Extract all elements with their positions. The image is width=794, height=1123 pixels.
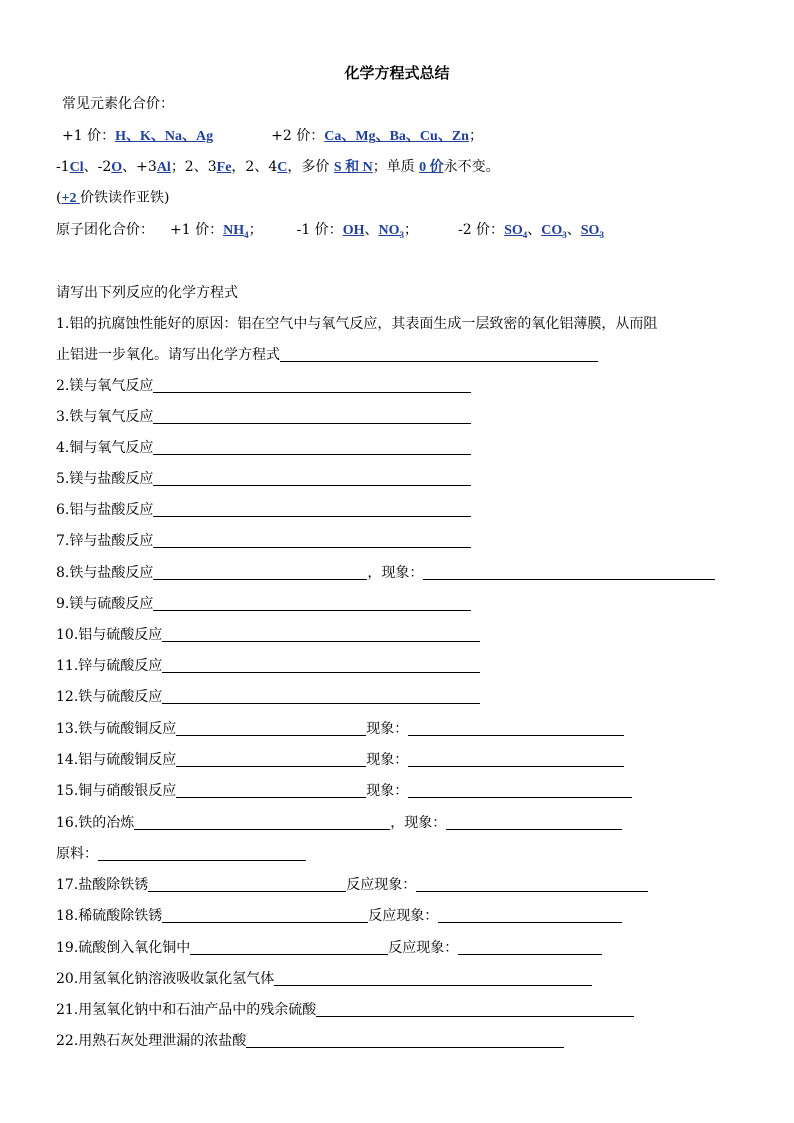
question-8 <box>56 563 715 583</box>
question-text: 13.铁与硫酸铜反应 <box>56 721 177 737</box>
question-text: 4.铜与氧气反应 <box>56 440 154 456</box>
question-text: 18.稀硫酸除铁锈 <box>56 908 163 924</box>
answer-blank[interactable] <box>148 877 346 892</box>
elem-c: C <box>277 160 288 175</box>
phenomenon-label: 反应现象： <box>368 908 439 924</box>
elem-fe: Fe <box>216 160 232 175</box>
phenomenon-label: 现象： <box>366 783 409 799</box>
question-text: 11.锌与硫酸反应 <box>56 658 163 674</box>
question-text: 22.用熟石灰处理泄漏的浓盐酸 <box>56 1033 247 1049</box>
plus2-elem-ba: Ba <box>389 129 406 144</box>
question-20 <box>56 969 592 989</box>
radical-so3: $SO_3$ <box>580 223 604 240</box>
text-segment: ，多价 <box>287 159 334 175</box>
answer-blank[interactable] <box>153 565 367 580</box>
text-segment: -1 <box>56 159 70 175</box>
radical-minus1-label: -1 价： <box>296 222 343 238</box>
radical-valence-line: 原子团化合价： +1 价：$NH_4$； -1 价：OH、$NO_3$； -2 价：$SO_4$、$CO_3$、$SO_3$ <box>56 222 604 240</box>
valence-heading: 常见元素化合价： <box>62 96 174 112</box>
radical-minus2-label: -2 价： <box>457 222 505 238</box>
plus1-elem-k: K <box>139 129 151 144</box>
answer-blank[interactable] <box>153 502 471 517</box>
question-16 <box>56 813 622 833</box>
answer-blank[interactable] <box>176 783 366 798</box>
plus1-elem-na: Na <box>164 129 182 144</box>
question-text: 20.用氢氧化钠溶液吸收氯化氢气体 <box>56 971 275 987</box>
radical-co3: $CO_3$ <box>541 223 567 240</box>
answer-blank[interactable] <box>176 752 366 767</box>
question-5 <box>56 469 471 489</box>
radical-so4: $SO_4$ <box>504 223 528 240</box>
radical-oh: OH <box>342 223 365 238</box>
text-segment: 、-2 <box>83 159 112 175</box>
phenomenon-label: 反应现象： <box>388 940 459 956</box>
plus2-elem-mg: Mg <box>355 129 376 144</box>
question-19 <box>56 938 602 958</box>
plus1-elem-h: H <box>115 129 126 144</box>
q1-line1: 1.铝的抗腐蚀性能好的原因：铝在空气中与氧气反应，其表面生成一层致密的氧化铝薄膜，从而阻 <box>56 316 658 332</box>
question-13 <box>56 719 624 739</box>
plus1-elem-ag: Ag <box>196 129 214 144</box>
radical-no3: $NO_3$ <box>378 223 404 240</box>
phenomenon-blank[interactable] <box>458 940 602 955</box>
radical-plus1-label: +1 价： <box>170 222 224 238</box>
answer-blank[interactable] <box>162 627 480 642</box>
phenomenon-blank[interactable] <box>408 752 624 767</box>
answer-blank[interactable] <box>190 940 388 955</box>
question-text: 9.镁与硫酸反应 <box>56 596 154 612</box>
phenomenon-blank[interactable] <box>416 877 648 892</box>
answer-blank[interactable] <box>153 471 471 486</box>
question-3 <box>56 407 471 427</box>
question-18 <box>56 906 622 926</box>
elem-o: O <box>111 160 123 175</box>
question-2 <box>56 376 471 396</box>
answer-blank[interactable] <box>153 533 471 548</box>
question-text: 止铝进一步氧化。请写出化学方程式 <box>56 347 280 363</box>
raw-materials-line <box>56 844 306 864</box>
answer-blank[interactable] <box>153 440 471 455</box>
question-text: 7.锌与盐酸反应 <box>56 533 154 549</box>
question-text: 10.铝与硫酸反应 <box>56 627 163 643</box>
radical-label: 原子团化合价： <box>56 222 154 238</box>
question-text: 8.铁与盐酸反应 <box>56 565 154 581</box>
elem-al: Al <box>156 160 171 175</box>
question-text: 12.铁与硫酸反应 <box>56 689 163 705</box>
question-text: 2.镁与氧气反应 <box>56 378 154 394</box>
answer-blank[interactable] <box>98 846 306 861</box>
question-text: 21.用氢氧化钠中和石油产品中的残余硫酸 <box>56 1002 317 1018</box>
question-11 <box>56 656 480 676</box>
text-segment: 永不变。 <box>443 159 500 175</box>
question-22 <box>56 1031 564 1051</box>
phenomenon-blank[interactable] <box>408 721 624 736</box>
phenomenon-label: 反应现象： <box>346 877 417 893</box>
question-text: 5.镁与盐酸反应 <box>56 471 154 487</box>
question-15 <box>56 781 632 801</box>
question-4 <box>56 438 471 458</box>
question-10 <box>56 625 480 645</box>
question-17 <box>56 875 648 895</box>
phenomenon-blank[interactable] <box>446 815 622 830</box>
text-segment: ( <box>56 190 62 206</box>
text-segment: 、+3 <box>122 159 157 175</box>
question-14 <box>56 750 624 770</box>
answer-blank[interactable] <box>153 378 471 393</box>
answer-blank[interactable] <box>274 971 592 986</box>
phenomenon-blank[interactable] <box>423 565 715 580</box>
question-text: 原料： <box>56 846 98 862</box>
question-text: 17.盐酸除铁锈 <box>56 877 149 893</box>
phenomenon-label: ，现象： <box>367 565 424 581</box>
answer-blank[interactable] <box>162 658 480 673</box>
answer-blank[interactable] <box>246 1033 564 1048</box>
valence-multi-line <box>56 157 500 178</box>
phenomenon-label: 现象： <box>366 721 409 737</box>
question-text: 3.铁与氧气反应 <box>56 409 154 425</box>
plus2-elem-zn: Zn <box>451 129 469 144</box>
text-segment: ；单质 <box>372 159 420 175</box>
text-segment: ；2、3 <box>170 159 217 175</box>
q1-line2 <box>56 345 598 365</box>
answer-blank[interactable] <box>316 1002 634 1017</box>
question-12 <box>56 687 480 707</box>
question-6 <box>56 500 471 520</box>
phenomenon-label: 现象： <box>366 752 409 768</box>
question-text: 14.铝与硫酸铜反应 <box>56 752 177 768</box>
page-title: 化学方程式总结 <box>344 64 450 82</box>
elem-s-and-n: S 和 N <box>333 160 373 175</box>
radical-nh4: $NH_4$ <box>223 223 249 240</box>
question-text: 15.铜与硝酸银反应 <box>56 783 177 799</box>
answer-blank[interactable] <box>280 347 598 362</box>
phenomenon-label: ，现象： <box>390 815 447 831</box>
answer-blank[interactable] <box>176 721 366 736</box>
text-segment: 价铁读作亚铁) <box>79 190 170 206</box>
elem-cl: Cl <box>69 160 84 175</box>
answer-blank[interactable] <box>153 409 471 424</box>
answer-blank[interactable] <box>162 908 368 923</box>
question-text: 6.铝与盐酸反应 <box>56 502 154 518</box>
phenomenon-blank[interactable] <box>408 783 632 798</box>
plus2-elem-cu: Cu <box>419 129 438 144</box>
answer-blank[interactable] <box>134 815 390 830</box>
ferrous-note <box>56 188 169 209</box>
zero-valence: 0 价 <box>419 160 444 175</box>
text-segment: ，2、4 <box>231 159 278 175</box>
valence-plus1-line: +1 价：H、K、Na、Ag +2 价：Ca、Mg、Ba、Cu、Zn； <box>62 128 483 144</box>
answer-blank[interactable] <box>162 689 480 704</box>
plus1-label: +1 价： <box>62 128 116 144</box>
question-text: 19.硫酸倒入氧化铜中 <box>56 940 191 956</box>
question-21 <box>56 1000 634 1020</box>
plus2-elem-ca: Ca <box>324 129 342 144</box>
answer-blank[interactable] <box>153 596 471 611</box>
plus2-label: +2 价： <box>271 128 325 144</box>
phenomenon-blank[interactable] <box>438 908 622 923</box>
question-9 <box>56 594 471 614</box>
plus2-highlight: +2 <box>61 191 80 206</box>
question-text: 16.铁的冶炼 <box>56 815 135 831</box>
question-7 <box>56 531 471 551</box>
section-heading: 请写出下列反应的化学方程式 <box>56 285 238 301</box>
